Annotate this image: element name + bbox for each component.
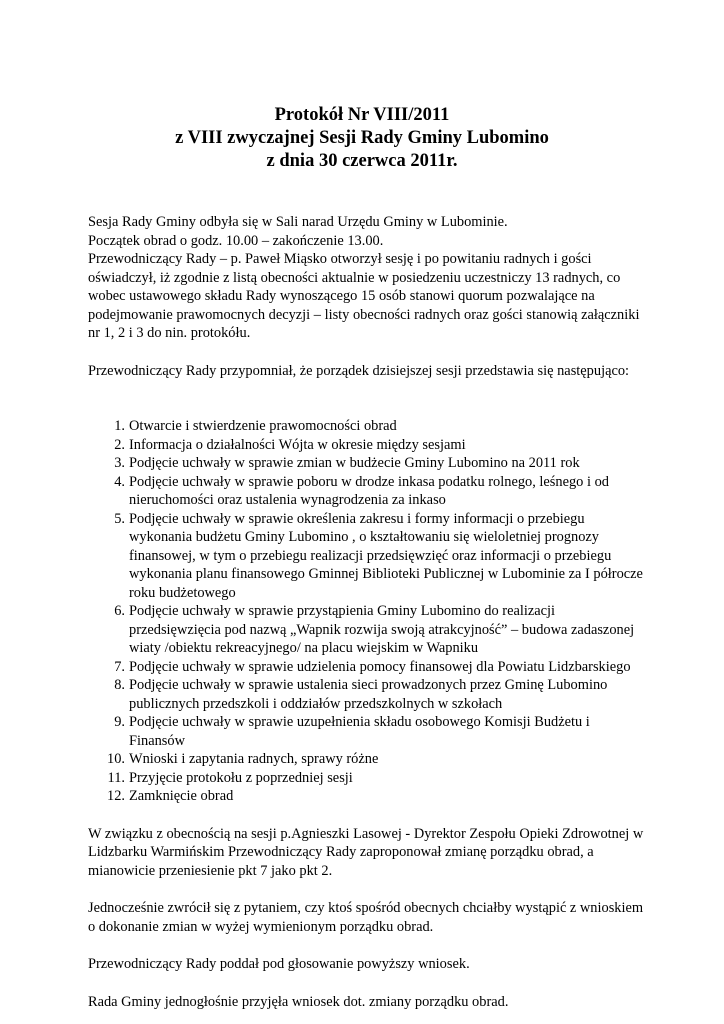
agenda-item-number: 7. bbox=[114, 658, 125, 675]
agenda-item-text: wykonania planu finansowego Gminnej Biblioteki Publicznej w Lubominie za I półrocze bbox=[129, 566, 643, 582]
agenda-item bbox=[88, 417, 688, 436]
agenda-item-text: Podjęcie uchwały w sprawie uzupełnienia składu osobowego Komisji Budżetu i bbox=[129, 714, 590, 730]
agenda-item bbox=[88, 473, 688, 510]
agenda-item-number: 3. bbox=[114, 455, 125, 471]
intro-line: podejmowanie prawomocnych decyzji – listy obecności radnych oraz gości stanowią załączniki bbox=[88, 306, 640, 323]
intro-line: wobec ustawowego składu Rady wynoszącego 15 osób stanowi quorum pozwalające na bbox=[88, 288, 595, 304]
title-line-2: z VIII zwyczajnej Sesji Rady Gminy Lubomino bbox=[175, 128, 549, 148]
agenda-item bbox=[88, 676, 688, 713]
agenda-item bbox=[88, 602, 688, 658]
agenda-item-number: 12. bbox=[107, 788, 125, 804]
agenda-item-text: publicznych przedszkoli i oddziałów przedszkolnych w szkołach bbox=[129, 695, 503, 712]
agenda-item-text: Podjęcie uchwały w sprawie określenia zakresu i formy informacji o przebiegu bbox=[129, 510, 585, 527]
agenda-item bbox=[88, 510, 688, 603]
agenda-item-text: Otwarcie i stwierdzenie prawomocności obrad bbox=[129, 418, 397, 434]
agenda-list bbox=[88, 417, 688, 806]
document-title bbox=[0, 104, 724, 173]
agenda-item-number: 5. bbox=[114, 510, 125, 527]
agenda-item-number: 2. bbox=[114, 436, 125, 453]
title-line-1: Protokół Nr VIII/2011 bbox=[274, 105, 450, 125]
agenda-item-text: Wnioski i zapytania radnych, sprawy różne bbox=[129, 751, 379, 767]
paragraph-line: mianowicie przeniesienie pkt 7 jako pkt 2. bbox=[88, 862, 333, 879]
agenda-item-text: finansowej, w tym o przebiegu realizacji przedsięwzięć oraz informacji o przebiegu bbox=[129, 547, 612, 564]
agenda-item-number: 8. bbox=[114, 677, 125, 693]
paragraph-line: Jednocześnie zwrócił się z pytaniem, czy ktoś spośród obecnych chciałby wystąpić z wnioskiem bbox=[88, 900, 644, 916]
paragraph-line: W związku z obecnością na sesji p.Agnieszki Lasowej - Dyrektor Zespołu Opieki Zdrowotnej w bbox=[88, 825, 644, 842]
agenda-item-text: Informacja o działalności Wójta w okresie między sesjami bbox=[129, 436, 466, 453]
document-body bbox=[88, 213, 688, 1011]
intro-line: Sesja Rady Gminy odbyła się w Sali narad Urzędu Gminy w Lubominie. bbox=[88, 214, 508, 230]
agenda-item-text: Przyjęcie protokołu z poprzedniej sesji bbox=[129, 769, 353, 786]
agenda-item bbox=[88, 454, 688, 473]
agenda-item bbox=[88, 750, 688, 769]
intro-line: oświadczył, iż zgodnie z listą obecności aktualnie w posiedzeniu uczestniczy 13 radnych, co bbox=[88, 269, 621, 286]
agenda-item-text: roku budżetowego bbox=[129, 584, 236, 601]
agenda-item bbox=[88, 658, 688, 677]
agenda-item bbox=[88, 436, 688, 455]
paragraph-line: o dokonanie zmian w wyżej wymienionym porządku obrad. bbox=[88, 918, 434, 935]
intro-paragraph bbox=[88, 213, 688, 343]
agenda-item bbox=[88, 713, 688, 750]
agenda-item-number: 1. bbox=[114, 418, 125, 434]
agenda-item-text: Podjęcie uchwały w sprawie poboru w drodze inkasa podatku rolnego, leśnego i od bbox=[129, 473, 609, 490]
intro-line: nr 1, 2 i 3 do nin. protokółu. bbox=[88, 325, 251, 341]
title-line-3: z dnia 30 czerwca 2011r. bbox=[266, 151, 458, 171]
agenda-item-number: 10. bbox=[107, 751, 125, 767]
agenda-item-text: wiaty /obiektu rekreacyjnego/ na placu wiejskim w Wapniku bbox=[129, 640, 479, 656]
agenda-item-number: 9. bbox=[114, 714, 125, 730]
agenda-item-text: wykonania budżetu Gminy Lubomino , o kształtowaniu się wieloletniej prognozy bbox=[129, 529, 600, 545]
question-paragraph bbox=[88, 899, 688, 936]
agenda-change-paragraph bbox=[88, 825, 688, 881]
agenda-item bbox=[88, 787, 688, 806]
agenda-item-text: Podjęcie uchwały w sprawie udzielenia pomocy finansowej dla Powiatu Lidzbarskiego bbox=[129, 658, 631, 675]
agenda-item-text: nieruchomości oraz ustalenia wynagrodzenia za inkaso bbox=[129, 492, 446, 508]
agenda-item-text: Podjęcie uchwały w sprawie ustalenia sieci prowadzonych przez Gminę Lubomino bbox=[129, 677, 608, 693]
agenda-item-text: Podjęcie uchwały w sprawie zmian w budżecie Gminy Lubomino na 2011 rok bbox=[129, 455, 580, 471]
agenda-item-text: Podjęcie uchwały w sprawie przystąpienia Gminy Lubomino do realizacji bbox=[129, 603, 555, 619]
agenda-item-number: 11. bbox=[107, 769, 125, 786]
result-paragraph: Rada Gminy jednogłośnie przyjęła wniosek dot. zmiany porządku obrad. bbox=[88, 993, 509, 1010]
intro-line: Przewodniczący Rady – p. Paweł Miąsko otworzył sesję i po powitaniu radnych i gości bbox=[88, 251, 592, 267]
paragraph-line: Lidzbarku Warmińskim Przewodniczący Rady zaproponował zmianę porządku obrad, a bbox=[88, 844, 594, 860]
agenda-item-text: Zamknięcie obrad bbox=[129, 788, 234, 804]
agenda-intro: Przewodniczący Rady przypomniał, że porządek dzisiejszej sesji przedstawia się następująco: bbox=[88, 362, 630, 379]
intro-line: Początek obrad o godz. 10.00 – zakończenie 13.00. bbox=[88, 232, 384, 249]
agenda-item-text: przedsięwzięcia pod nazwą „Wapnik rozwija swoją atrakcyjność” – budowa zadaszonej bbox=[129, 621, 635, 638]
agenda-item-number: 6. bbox=[114, 603, 125, 619]
agenda-item-number: 4. bbox=[114, 473, 125, 490]
agenda-item-text: Finansów bbox=[129, 732, 185, 749]
vote-paragraph: Przewodniczący Rady poddał pod głosowanie powyższy wniosek. bbox=[88, 956, 470, 972]
agenda-item bbox=[88, 769, 688, 788]
